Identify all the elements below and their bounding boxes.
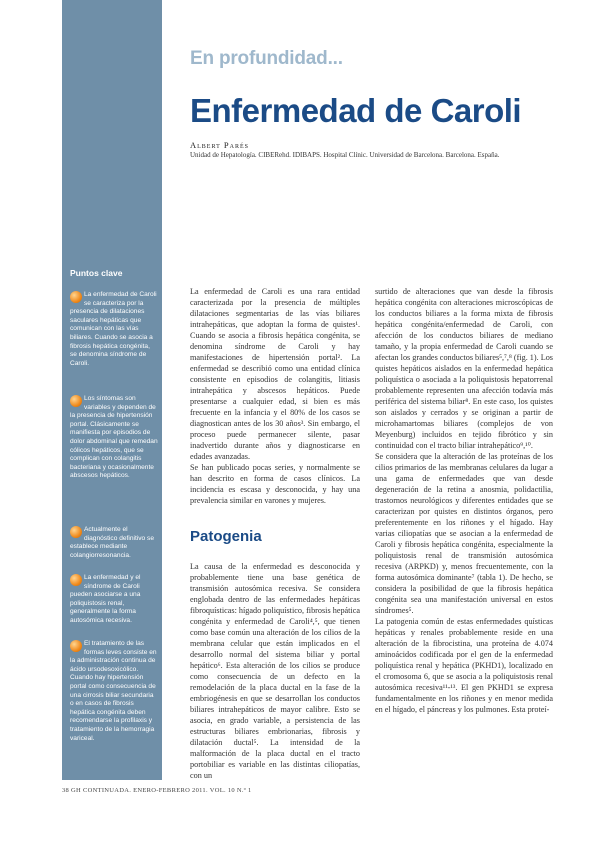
paragraph: Se han publicado pocas series, y normalmente se han descrito en forma de casos clínicos. La incidencia es escasa y desconocida, y hay una prevalencia similar en varones y mujeres. [190,463,360,505]
page-footer: 38 GH CONTINUADA. ENERO-FEBRERO 2011. VOL. 10 N.º 1 [62,787,252,794]
body-column-1 [190,286,360,506]
body-column-1b [190,561,360,781]
key-point-5: El tratamiento de las formas leves consiste en la administración continua de ácido ursodesoxicólico. Cuando hay hipertensión portal como consecuencia de una cirrosis biliar secundaria o en casos de fibrosis hepática congénita deben recomendarse la profilaxis y tratamiento de la hemorragia variceal. [70,640,157,742]
key-point-1: La enfermedad de Caroli se caracteriza por la presencia de dilataciones saculares hepáticas que comunican con las vías biliares. Cuando se asocia a fibrosis hepática congénita, se denomina síndrome de Caroli. [70,291,157,367]
paragraph: surtido de alteraciones que van desde la fibrosis hepática congénita con alteraciones microscópicas de los conductos biliares a la forma mixta de fibrosis hepática congénita/enfermedad de Caroli, con afección de los conductos biliares de mediano tamaño, y la propia enfermedad de Caroli cuando se afectan los grandes conductos biliares⁵,⁷,⁸ (fig. 1). Los quistes hepáticos aislados en la enfermedad hepática poliquística o asociada a la poliquistosis hepatorrenal probablemente representen una afección todavía más periférica del sistema biliar⁸. En este caso, los quistes son aislados y cerrados y se originan a partir de microhamartomas biliares (complejos de von Meyenburg) incluidos en tejido fibrótico y sin continuidad con el tracto biliar intrahepático⁹,¹⁰. [375,287,553,450]
article-title: Enfermedad de Caroli [190,92,522,129]
key-point-2: Los síntomas son variables y dependen de la presencia de hipertensión portal. Clásicamente se manifiesta por episodios de dolor abdominal que remedan cólicos hepáticos, que se complican con colangitis bacteriana y ocasionalmente abscesos hepáticos. [70,395,158,480]
bullet-icon [70,574,82,586]
section-heading: Patogenia [190,528,262,545]
author-affiliation: Unidad de Hepatología. CIBERehd. IDIBAPS. Hospital Clínic. Universidad de Barcelona. Barcelona. España. [190,151,500,159]
paragraph: La patogenia común de estas enfermedades quísticas hepáticas y renales probablemente reside en una alteración de la fibrocistina, una proteína de 4.074 aminoácidos codificada por el gen de la enfermedad poliquística renal y hepática (PKHD1), localizado en el cromosoma 6, que se asocia a la poliquistosis renal autosómica recesiva¹¹-¹³. El gen PKHD1 se expresa fundamentalmente en los riñones y en menor medida en el hígado, el páncreas y los pulmones. Esta proteí- [375,617,553,714]
key-point-4: La enfermedad y el síndrome de Caroli pueden asociarse a una poliquistosis renal, generalmente la forma autosómica recesiva. [70,574,141,624]
bullet-icon [70,291,82,303]
bullet-icon [70,395,82,407]
author-name: Albert Parés [190,140,249,150]
sidebar-title: Puntos clave [70,268,123,278]
section-label: En profundidad... [190,48,343,69]
key-points-sidebar [62,0,162,780]
paragraph: La enfermedad de Caroli es una rara entidad caracterizada por la presencia de múltiples dilataciones segmentarias de las vías biliares intrahepáticas, que adoptan la forma de quistes¹. Cuando se asocia a fibrosis hepática congénita, se denomina síndrome de Caroli y hay manifestaciones de hipertensión portal². La enfermedad se describió como una entidad clínica consistente en episodios de colangitis, litiasis intrahepática y abscesos hepáticos. Puede presentarse a cualquier edad, si bien es más frecuente en la infancia y el 80% de los casos se diagnostican antes de los 30 años³. Sin embargo, el proceso puede permanecer silente, pasar inadvertido durante años y diagnosticarse en edades avanzadas. [190,287,360,461]
body-column-2 [375,286,553,715]
bullet-icon [70,526,82,538]
key-point-3: Actualmente el diagnóstico definitivo se establece mediante colangiorresonancia. [70,526,155,559]
bullet-icon [70,640,82,652]
paragraph: Se considera que la alteración de las proteínas de los cilios primarios de las membranas celulares da lugar a una gama de enfermedades que van desde degeneración de la retina a anosmia, polidactilia, trastornos neurológicos y diferentes entidades que se caracterizan por quistes en distintos órganos, pero preferentemente en los riñones y el hígado. Hay varias ciliopatías que se asocian a la enfermedad de Caroli y fibrosis hepática congénita, especialmente la poliquistosis renal de transmisión autosómica recesiva (ARPKD) y, menos frecuentemente, con la forma autosómica dominante⁷ (tabla 1). De hecho, se considera la posibilidad de que la fibrosis hepática congénita sea una manifestación universal en estos síndromes⁵. [375,452,553,615]
paragraph: La causa de la enfermedad es desconocida y probablemente tiene una base genética de transmisión autosómica recesiva. Se considera englobada dentro de las enfermedades hepáticas fibroquísticas: hígado poliquístico, fibrosis hepática congénita y enfermedad de Caroli⁴,⁵, que tienen como base común una alteración de los cilios de la membrana celular que están implicados en el desarrollo normal del sistema biliar y portal hepático⁶. Esta alteración de los cilios se produce como consecuencia de un defecto en la remodelación de la placa ductal en la fase de la embriogénesis en que se desarrollan los conductos biliares intrahepáticos de mayor calibre. Esto se asocia, en grado variable, a persistencia de las estructuras biliares embrionarias, fibrosis y dilatación ductal⁵. La intensidad de la malformación de la placa ductal en el tracto portobiliar es variable en las distintas ciliopatías, con un [190,562,360,780]
